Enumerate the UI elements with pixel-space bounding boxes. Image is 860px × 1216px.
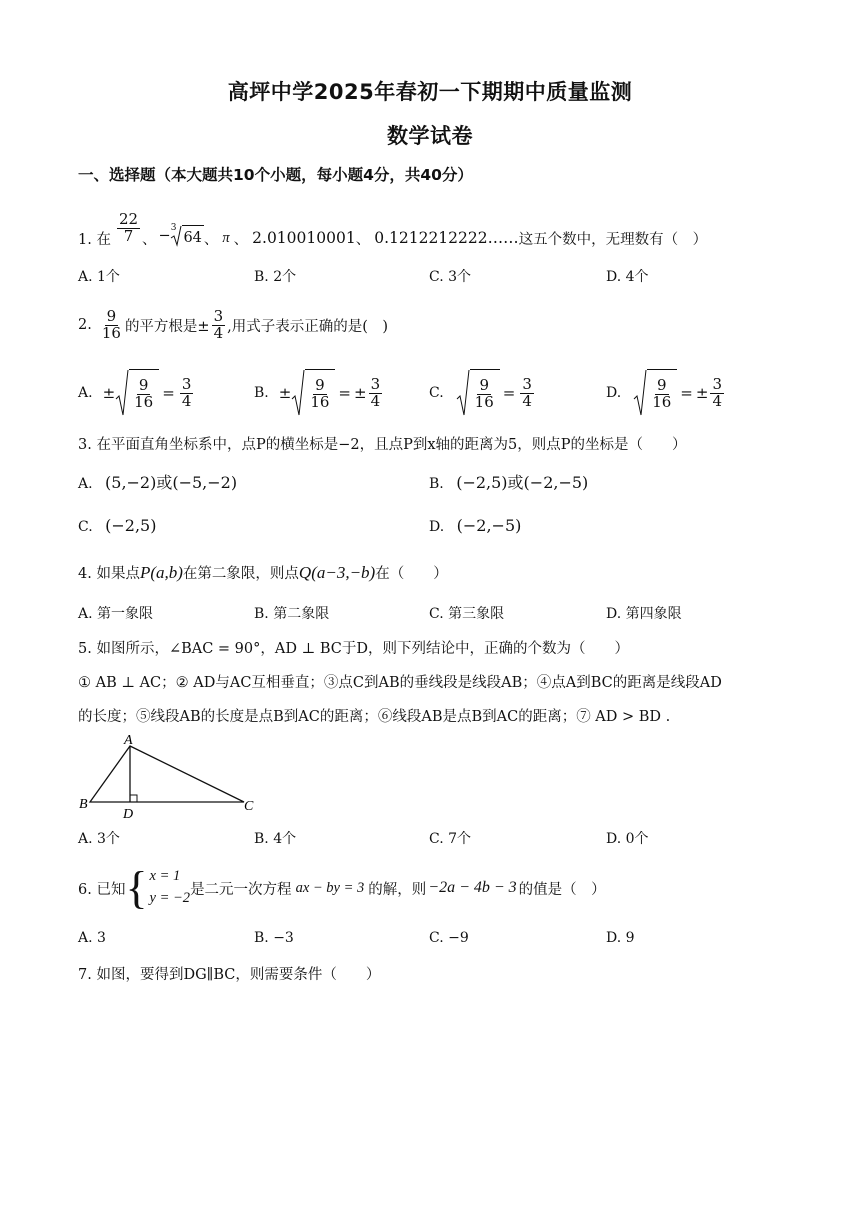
q1-n1: 2.010010001 (252, 229, 356, 247)
q2-frac-num: 9 (106, 306, 117, 325)
q1-frac-num: 22 (118, 209, 139, 228)
sqrt-expression (633, 369, 677, 417)
ans-den: 4 (181, 391, 192, 410)
q4-point-q: Q(a−3,−b) (298, 563, 376, 582)
page-title: 高坪中学2025年春初一下期期中质量监测 (227, 80, 633, 104)
radical-sign-icon (291, 369, 305, 417)
q1-frac-den: 7 (123, 226, 134, 245)
q1-sep: 、 (355, 231, 371, 248)
radical-sign-icon (633, 369, 647, 417)
q1-option-d[interactable]: D. 4个 (606, 269, 649, 285)
q1-tail: 这五个数中，无理数有（ ） (518, 231, 708, 248)
question-3: 3. 在平面直角坐标系中，点P的横坐标是−2，且点P到x轴的距离为5，则点P的坐标是（ ） (78, 437, 687, 453)
triangle-abc (90, 746, 244, 802)
q6-prefix: 6. 已知 (78, 881, 126, 898)
q1-sep: 、 (233, 231, 249, 248)
q3-option-b[interactable] (429, 470, 588, 493)
option-value: (−2,5)或(−2,−5) (456, 473, 589, 492)
q2-option-d[interactable] (606, 368, 726, 418)
question-1 (78, 200, 707, 260)
question-5: 5. 如图所示，∠BAC = 90°，AD ⊥ BC于D，则下列结论中，正确的个数为（ ） (78, 641, 629, 657)
q6-option-d[interactable]: D. 9 (606, 930, 635, 946)
q1-pi: π (222, 229, 230, 246)
q5-option-b[interactable]: B. 4个 (254, 831, 297, 847)
question-6 (78, 860, 606, 916)
ans-num: 3 (181, 374, 192, 393)
q6-system-eq1: x = 1 (149, 868, 181, 885)
q6-tail: 的值是（ ） (518, 881, 606, 898)
q2-mid: 的平方根是± (124, 318, 210, 335)
rad-den: 16 (474, 393, 494, 411)
radical-sign-icon (170, 225, 182, 247)
label-d: D (123, 807, 134, 822)
page-subtitle: 数学试卷 (387, 124, 473, 148)
q2-root-fraction (212, 306, 226, 342)
q3-option-c[interactable] (78, 516, 156, 535)
q6-equation: ax − by = 3 (295, 879, 365, 896)
q5-statements-line1: ① AB ⊥ AC；② AD与AC互相垂直；③点C到AB的垂线段是线段AB；④点A到BC的距离是线段AD (78, 675, 722, 691)
q4-mid: 在第二象限，则点 (182, 566, 299, 582)
equals: = (680, 384, 693, 402)
ans-num: 3 (712, 374, 722, 393)
q6-option-c[interactable]: C. −9 (429, 930, 469, 946)
q1-sep: 、 (203, 231, 219, 248)
ans-num: 3 (370, 374, 381, 393)
equals: = (338, 384, 351, 402)
rad-num: 9 (315, 376, 325, 395)
option-label: B. (254, 385, 269, 401)
option-label: A. (78, 476, 93, 492)
q2-frac-den: 16 (101, 323, 121, 342)
option-label: A. (78, 385, 93, 401)
q1-number: 1. 在 (78, 231, 111, 248)
radical-sign-icon (456, 369, 470, 417)
option-value: (−2,−5) (456, 516, 522, 535)
q5-option-a[interactable]: A. 3个 (78, 831, 120, 847)
q2-root-den: 4 (213, 323, 224, 342)
option-label: D. (606, 385, 622, 401)
q1-cube-root (171, 225, 204, 247)
option-label: C. (429, 385, 444, 401)
option-label: C. (78, 519, 93, 535)
cbrt-value: 64 (182, 225, 203, 247)
equals: = (162, 384, 175, 402)
sqrt-expression (456, 369, 500, 417)
ans-den: 4 (522, 391, 532, 410)
q1-n2: 0.1212212222…… (374, 229, 519, 247)
label-a: A (124, 733, 133, 748)
sqrt-expression (291, 369, 335, 417)
q4-option-c[interactable]: C. 第三象限 (429, 606, 505, 622)
equals: = (502, 384, 516, 402)
q6-option-a[interactable]: A. 3 (78, 930, 106, 946)
q6-system-eq2: y = −2 (149, 890, 191, 906)
q1-option-a[interactable]: A. 1个 (78, 269, 120, 285)
rad-den: 16 (134, 393, 154, 411)
q1-option-b[interactable]: B. 2个 (254, 269, 297, 285)
ans-den: 4 (370, 391, 381, 410)
q2-tail: ,用式子表示正确的是( ) (227, 318, 389, 335)
plus-minus: ± (278, 384, 292, 402)
option-value: (5,−2)或(−5,−2) (105, 473, 238, 492)
q1-fraction (117, 209, 140, 245)
q6-option-b[interactable]: B. −3 (254, 930, 294, 946)
option-value: (−2,5) (105, 516, 157, 535)
q6-mid: 是二元一次方程 (190, 881, 292, 898)
q1-sep: 、 (142, 231, 157, 248)
label-b: B (79, 797, 88, 812)
q2-number: 2. (78, 317, 92, 333)
q5-option-c[interactable]: C. 7个 (429, 831, 472, 847)
section-heading: 一、选择题（本大题共10个小题，每小题4分，共40分） (78, 166, 473, 184)
sqrt-expression (115, 369, 159, 417)
cbrt-index: 3 (170, 223, 177, 233)
q3-option-a[interactable] (78, 470, 237, 493)
rad-num: 9 (138, 376, 149, 395)
rad-den: 16 (652, 393, 672, 411)
q4-option-a[interactable]: A. 第一象限 (78, 606, 154, 622)
plus-minus: ± (695, 384, 709, 402)
q2-option-b[interactable] (254, 368, 384, 418)
q2-root-num: 3 (213, 306, 224, 325)
right-angle-mark-icon (130, 795, 137, 802)
rad-den: 16 (310, 393, 330, 411)
q3-option-d[interactable] (429, 516, 521, 535)
q5-option-d[interactable]: D. 0个 (606, 831, 649, 847)
q2-option-a[interactable] (78, 368, 195, 418)
question-4 (78, 562, 448, 583)
plus-minus: ± (102, 384, 116, 402)
question-2 (78, 302, 388, 348)
q1-option-c[interactable]: C. 3个 (429, 269, 472, 285)
option-label: D. (429, 519, 445, 535)
rad-num: 9 (479, 376, 489, 395)
q5-statements-line2: 的长度；⑤线段AB的长度是点B到AC的距离；⑥线段AB是点B到AC的距离；⑦ AD > BD . (78, 709, 671, 725)
rad-num: 9 (656, 376, 667, 395)
label-c: C (244, 799, 254, 814)
option-label: B. (429, 476, 444, 492)
q4-tail: 在（ ） (375, 566, 448, 582)
question-7: 7. 如图，要得到DG∥BC，则需要条件（ ） (78, 967, 381, 983)
q2-fraction (100, 306, 123, 342)
q4-prefix: 4. 如果点 (78, 566, 140, 582)
q6-mid2: 的解，则 (368, 881, 427, 898)
ans-den: 4 (712, 391, 722, 410)
q4-point-p: P(a,b) (139, 563, 183, 582)
plus-minus: ± (354, 384, 367, 402)
q4-option-b[interactable]: B. 第二象限 (254, 606, 330, 622)
q4-option-d[interactable]: D. 第四象限 (606, 606, 682, 622)
q2-option-c[interactable] (429, 368, 536, 418)
radical-sign-icon (115, 369, 129, 417)
left-brace-icon: { (125, 862, 148, 913)
triangle-figure (74, 728, 264, 824)
q6-expression: −2a − 4b − 3 (428, 879, 517, 896)
q1-neg: − (158, 228, 171, 244)
ans-num: 3 (522, 374, 532, 393)
